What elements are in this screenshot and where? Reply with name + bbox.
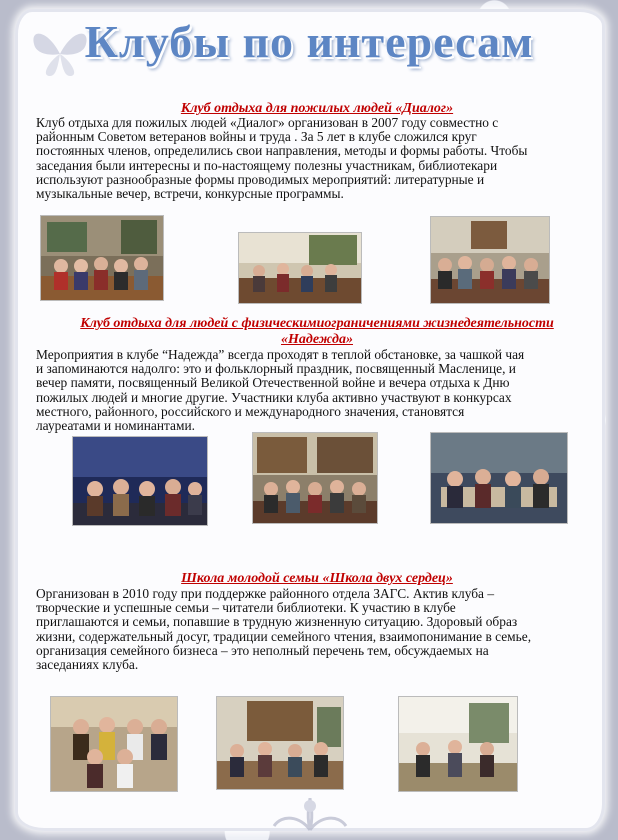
flower-ornament-icon [270,796,350,832]
text-line: и запоминаются надолго: это и фольклорный праздник, посвященный Масленице, и [36,361,516,377]
photo-nadezhda-3 [430,432,568,524]
photo-family-1 [50,696,178,792]
text-line: заседания были интересны и по-настоящему полезны участникам, библиотекари [36,157,498,173]
section-heading-nadezhda: Клуб отдыха для людей с физическимиограничениями жизнедеятельности [80,316,554,331]
text-line: районным Советом ветеранов войны и труда . За 5 лет в клубе сложился круг [36,129,477,145]
text-line: постоянных членов, определились свои направления, методы и формы работы. Чтобы [36,143,528,159]
text-line: заседаниях клуба. [36,657,139,673]
text-line: организация семейного бизнеса – это неполный перечень тем, обсуждаемых на [36,642,489,658]
photo-dialog-2 [238,232,362,304]
text-line: пожилых людей и многие другие. Участники клуба активно участвуют в конкурсах [36,389,512,405]
section-heading-dialog: Клуб отдыха для пожилых людей «Диалог» [180,101,454,116]
text-line: музыкальные вечер, встречи, конкурсные программы. [36,186,344,202]
photo-dialog-3 [430,216,550,304]
text-line: Клуб отдыха для пожилых людей «Диалог» организован в 2007 году совместно с [36,115,499,130]
photo-family-2 [216,696,344,790]
text-line: вечер памяти, посвященный Великой Отечественной войне и вечера отдыха к Дню [36,375,510,391]
text-line: местного, районного, российского и международного значения, становятся [36,403,465,419]
photo-family-3 [398,696,518,792]
text-line: жизни, содержательный досуг, традиции семейного чтения, взаимопонимание в семье, [36,628,532,644]
text-line: творческие и успешные семьи – читатели библиотеки. К участию в клубе [36,600,456,616]
photo-nadezhda-1 [72,436,208,526]
text-line: лауреатами и номинантами. [36,418,195,434]
photo-dialog-1 [40,215,164,301]
section-text-nadezhda [36,348,598,433]
text-line: используют разнообразные формы проводимых мероприятий: литературные и [36,171,485,187]
photo-nadezhda-2 [252,432,378,524]
section-text-family-school [36,587,598,672]
section-heading-nadezhda-line2: «Надежда» [281,332,353,347]
text-line: приглашаются и семьи, попавшие в трудную жизненную ситуацию. Здоровый образ [36,614,518,630]
section-text-dialog [36,116,598,201]
section-heading-family-school: Школа молодой семьи «Школа двух сердец» [181,571,453,586]
text-line: Организован в 2010 году при поддержке районного отдела ЗАГС. Актив клуба – [36,586,495,601]
text-line: Мероприятия в клубе “Надежда” всегда проходят в теплой обстановке, за чашкой чая [36,347,525,362]
page-title: Клубы по интересам [84,16,534,67]
